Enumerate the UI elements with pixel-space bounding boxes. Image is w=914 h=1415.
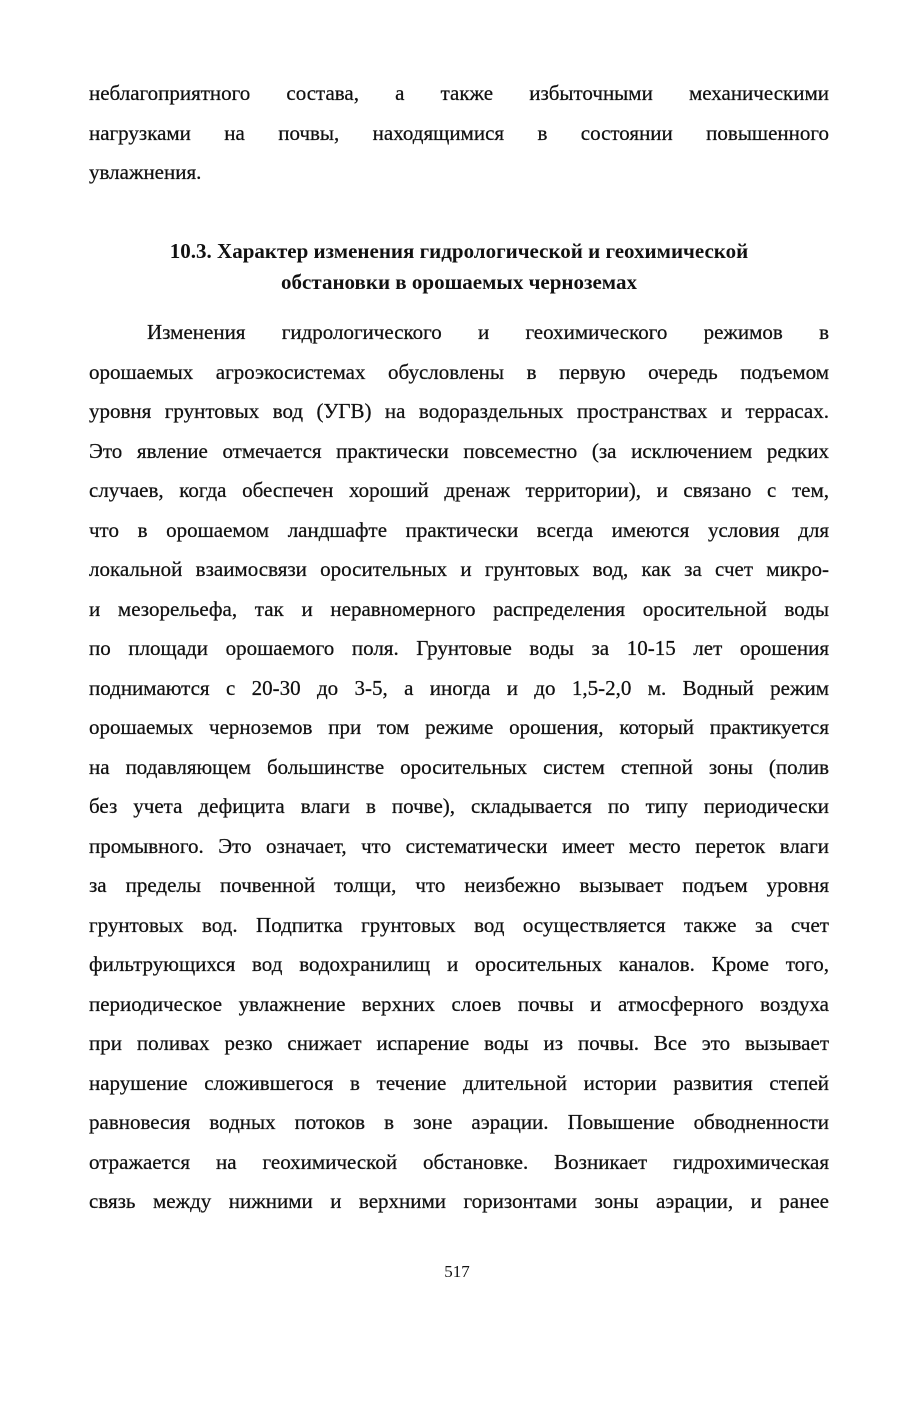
text-line: на подавляющем большинстве оросительных систем степной зоны (полив xyxy=(89,754,829,779)
text-line: увлажнения. xyxy=(89,160,202,184)
body-paragraph xyxy=(89,313,829,1222)
intro-paragraph xyxy=(89,74,829,193)
text-line: грунтовых вод. Подпитка грунтовых вод осуществляется также за счет xyxy=(89,912,829,937)
section-heading-line-1: 10.3. Характер изменения гидрологической и геохимической xyxy=(169,239,749,263)
text-line: локальной взаимосвязи оросительных и грунтовых вод, как за счет микро- xyxy=(89,557,829,581)
text-line: без учета дефицита влаги в почве), складывается по типу периодически xyxy=(89,794,829,818)
text-line: за пределы почвенной толщи, что неизбежно вызывает подъем уровня xyxy=(89,873,829,897)
text-line: равновесия водных потоков в зоне аэрации. Повышение обводненности xyxy=(89,1110,829,1134)
text-line: промывного. Это означает, что систематически имеет место переток влаги xyxy=(89,833,829,858)
text-line: уровня грунтовых вод (УГВ) на водораздельных пространствах и террасах. xyxy=(89,399,829,423)
text-line: Изменения гидрологического и геохимического режимов в xyxy=(147,320,829,344)
text-line: случаев, когда обеспечен хороший дренаж территории), и связано с тем, xyxy=(89,478,829,502)
text-line: что в орошаемом ландшафте практически всегда имеются условия для xyxy=(89,517,829,542)
text-line: по площади орошаемого поля. Грунтовые воды за 10-15 лет орошения xyxy=(89,636,829,660)
text-line: неблагоприятного состава, а также избыточными механическими xyxy=(89,81,829,105)
text-line: орошаемых агроэкосистемах обусловлены в первую очередь подъемом xyxy=(89,359,829,384)
text-line: связь между нижними и верхними горизонтами зоны аэрации, и ранее xyxy=(89,1189,829,1213)
text-line: орошаемых черноземов при том режиме орошения, который практикуется xyxy=(89,715,829,739)
text-line: периодическое увлажнение верхних слоев почвы и атмосферного воздуха xyxy=(89,991,829,1016)
text-line: Это явление отмечается практически повсеместно (за исключением редких xyxy=(89,438,829,463)
text-line: нарушение сложившегося в течение длительной истории развития степей xyxy=(89,1070,829,1095)
text-line: при поливах резко снижает испарение воды из почвы. Все это вызывает xyxy=(89,1031,829,1055)
text-line: и мезорельефа, так и неравномерного распределения оросительной воды xyxy=(89,596,829,621)
text-line: поднимаются с 20-30 до 3-5, а иногда и до 1,5-2,0 м. Водный режим xyxy=(89,675,829,700)
text-line: нагрузками на почвы, находящимися в состоянии повышенного xyxy=(89,120,829,145)
page-number: 517 xyxy=(444,1262,470,1281)
section-heading xyxy=(89,236,829,298)
text-line: фильтрующихся вод водохранилищ и оросительных каналов. Кроме того, xyxy=(89,952,829,976)
section-heading-line-2: обстановки в орошаемых черноземах xyxy=(281,270,637,294)
text-line: отражается на геохимической обстановке. Возникает гидрохимическая xyxy=(89,1149,829,1174)
